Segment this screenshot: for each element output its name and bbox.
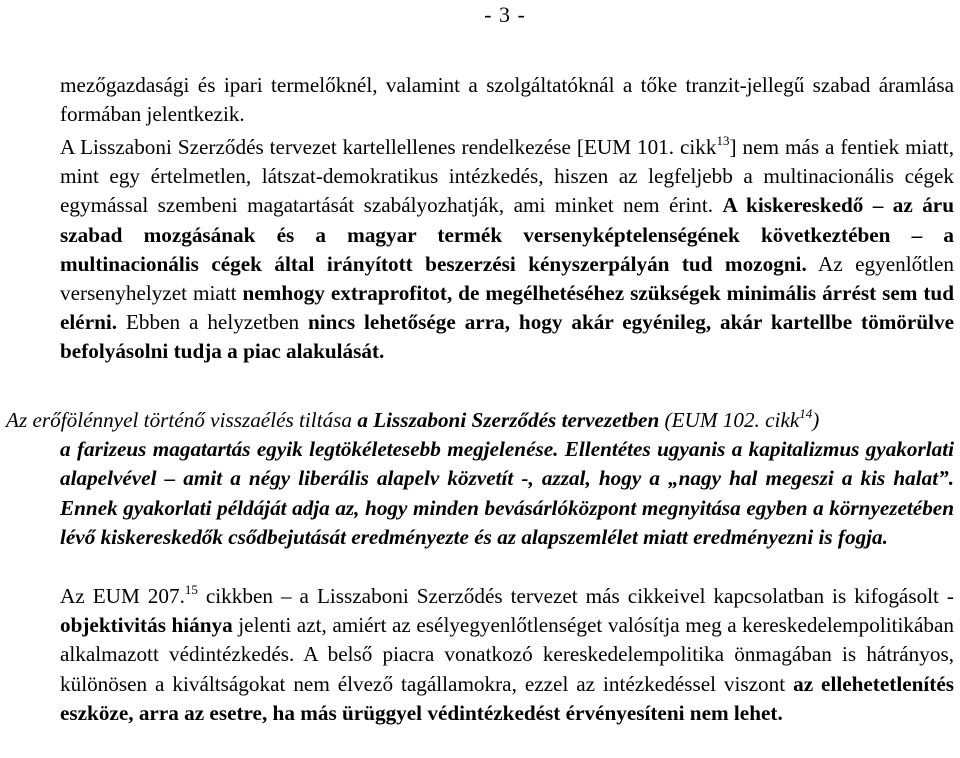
footnote-ref-14[interactable]: 14 [799,406,813,421]
paragraph-text: ] nem más a fentiek miatt, mint egy értelmetlen, látszat-demokratikus intézkedés, hiszen az legfeljebb a multinacionális cégek egymással szembeni magatartását szabályozhatják, ami minket nem érint. [60,135,954,218]
bold-passage-pharisee: a farizeus magatartás egyik legtökéletesebb megjelenése. Ellentétes ugyanis a kapitalizmus gyakorlati alapelvével – amit a négy liberális alapelv közvetít -, azzal, hogy a „nagy hal megeszi a kis halat”. Ennek gyakorlati példáját adja az, hogy minden bevásárlóközpont megnyitása egyben a környezetében lévő kiskereskedők csődbejutását eredményezte és az alapszemlélet miatt eredményezni is fogja. [60,437,954,549]
paragraph-capital-flow [60,71,954,129]
paragraph-text: ) [812,408,820,432]
bold-passage-margin: nemhogy extraprofitot, de megélhetéséhez szükségek minimális árrést sem tud elérni. [60,281,955,335]
bold-passage-treaty: a Lisszaboni Szerződés tervezetben [357,408,660,432]
paragraph-text: cikkben – a Lisszaboni Szerződés tervezet más cikkeivel kapcsolatban is kifogásolt - [197,584,954,608]
paragraph-text: Az egyenlőtlen versenyhelyzet miatt [60,251,954,306]
bold-passage-market: nincs lehetősége arra, hogy akár egyénileg, akár kartellbe tömörülve befolyásolni tudja a piac alakulását. [60,310,955,364]
paragraph-trade-policy [60,582,954,728]
paragraph-lead: Az EUM 207. [60,584,185,608]
paragraph-lead: A Lisszaboni Szerződés tervezet kartellellenes rendelkezése [EUM 101. cikk [60,135,717,159]
bold-passage-retailer: A kiskereskedő – az áru szabad mozgásának és a magyar termék versenyképtelenségének következtében – a multinacionális cégek által irányított beszerzési kényszerpályán tud mozogni. [60,193,954,276]
paragraph-dominance-abuse [6,406,954,552]
paragraph-text: Ebben a helyzetben [117,310,309,335]
page-number: - 3 - [484,2,526,27]
bold-passage-impossibility: az ellehetetlenítés eszköze, arra az esetre, ha más ürüggyel védintézkedést érvényesíteni nem lehet. [60,671,954,725]
paragraph-text: (EUM 102. cikk [659,408,800,432]
paragraph-text: jelenti azt, amiért az esélyegyenlőtlenséget valósítja meg a kereskedelempolitikában alkalmazott védintézkedés. A belső piacra vonatkozó kereskedelempolitika önmagában is hátrányos, különösen a kiváltságokat nem élvező tagállamokra, ezzel az intézkedéssel viszont [60,613,954,696]
footnote-ref-13[interactable]: 13 [716,133,730,148]
paragraph-text: mezőgazdasági és ipari termelőknél, valamint a szolgáltatóknál a tőke tranzit-jellegű szabad áramlása formában jelentkezik. [60,73,954,127]
paragraph-lead: Az erőfölénnyel történő visszaélés tiltása [6,408,358,432]
footnote-ref-15[interactable]: 15 [184,582,198,597]
paragraph-cartel-provision [60,133,954,367]
bold-passage-objectivity: objektivitás hiánya [60,613,233,638]
